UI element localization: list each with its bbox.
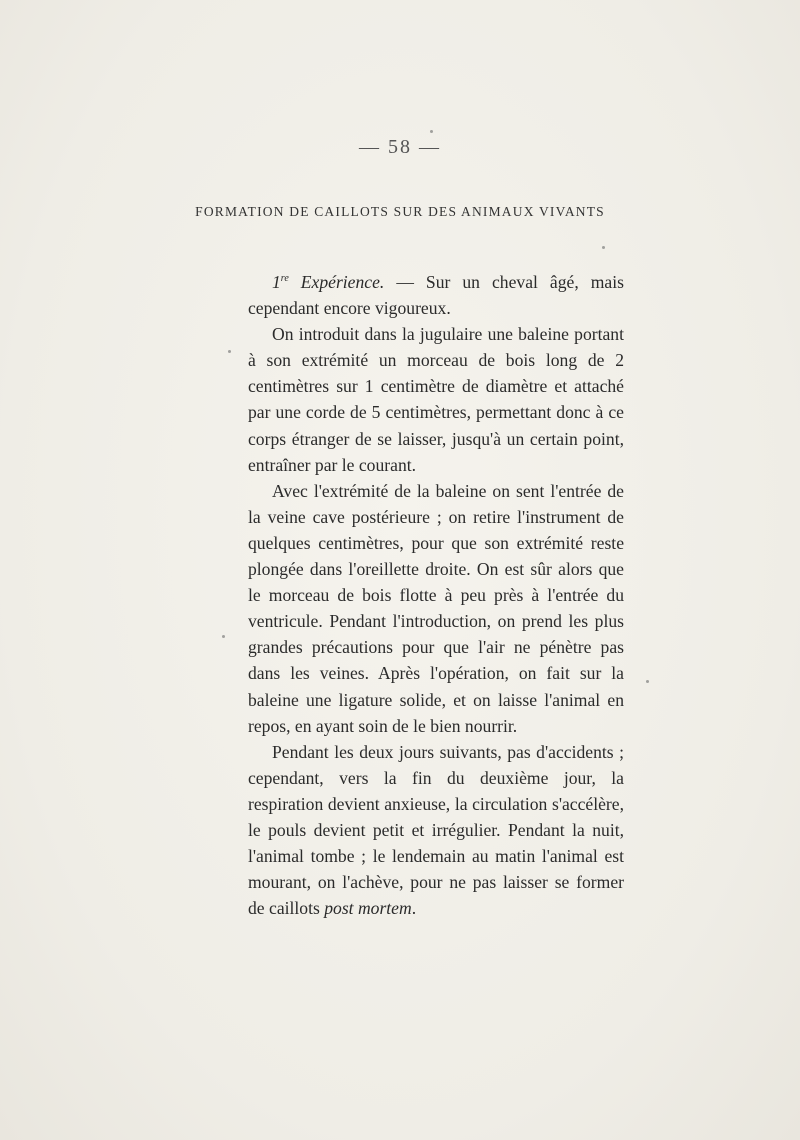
paper-speck <box>646 680 649 683</box>
paper-speck <box>222 635 225 638</box>
paper-speck <box>602 246 605 249</box>
experiment-title: Expérience. <box>300 272 385 292</box>
paper-speck <box>430 130 433 133</box>
page-number: — 58 — <box>359 136 441 158</box>
paragraph-1 <box>248 266 624 321</box>
section-heading: FORMATION DE CAILLOTS SUR DES ANIMAUX VIVANTS <box>195 204 605 219</box>
paper-speck <box>228 350 231 353</box>
experiment-ordinal: 1 <box>272 272 281 292</box>
latin-phrase: post mortem <box>324 898 412 919</box>
paragraph-4-end: . <box>411 898 417 919</box>
paragraph-4 <box>248 739 624 922</box>
paragraph-2: On introduit dans la jugulaire une baleine portant à son extrémité un morceau de bois long de 2 centimètres sur 1 centimètre de diamètre et attaché par une corde de 5 centimètres, permettant donc à ce corps étranger de se laisser, jusqu'à un certain point, entraîner par le courant. <box>248 324 624 475</box>
experiment-ordinal-suffix: re <box>280 273 289 284</box>
paragraph-3: Avec l'extrémité de la baleine on sent l'entrée de la veine cave postérieure ; on retire l'instrument de quelques centimètres, pour que son extrémité reste plongée dans l'oreillette droite. On est sûr alors que le morceau de bois flotte à peu près à l'entrée du ventricule. Pendant l'introduction, on prend les plus grandes précautions pour que l'air ne pénètre pas dans les veines. Après l'opération, on fait sur la baleine une ligature solide, et on laisse l'animal en repos, en ayant soin de le bien nourrir. <box>248 480 624 736</box>
body-text <box>248 266 624 921</box>
paragraph-1-text: — Sur un cheval âgé, mais cependant encore vigoureux. <box>248 272 624 319</box>
paragraph-4-text: Pendant les deux jours suivants, pas d'accidents ; cependant, vers la fin du deuxième jour, la respiration devient anxieuse, la circulation s'accélère, le pouls devient petit et irrégulier. Pendant la nuit, l'animal tombe ; le lendemain au matin l'animal est mourant, on l'achève, pour ne pas laisser se former de caillots <box>248 741 624 919</box>
